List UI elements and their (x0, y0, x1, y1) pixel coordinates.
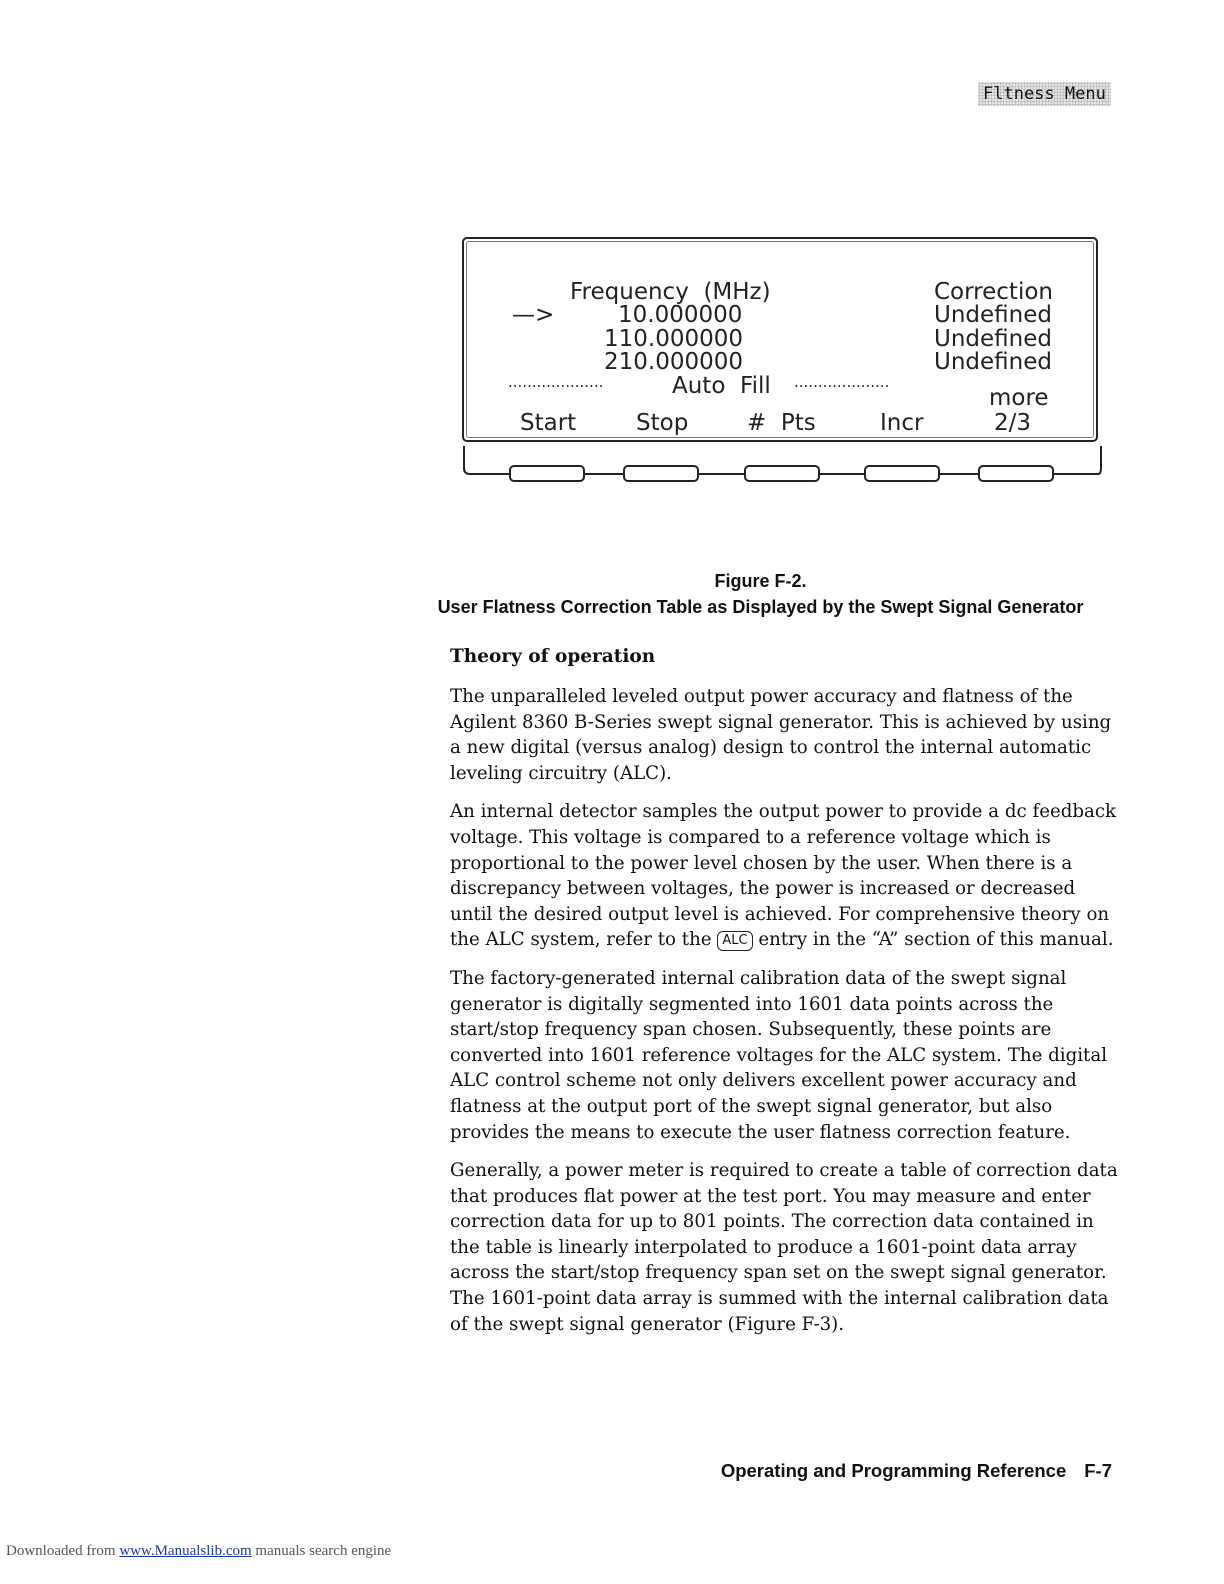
autofill-dots-right: .................... (794, 373, 890, 391)
row-2-correction: Undefined (934, 326, 1052, 352)
page-footer (721, 1460, 1112, 1482)
paragraph-2-text-b: entry in the “A” section of this manual. (752, 929, 1114, 951)
softkey-label-incr: Incr (880, 410, 924, 436)
softkey-label-stop: Stop (636, 410, 689, 436)
softkey-button-num-pts[interactable] (745, 466, 819, 481)
more-label: more (989, 385, 1049, 411)
download-note (6, 1543, 391, 1560)
softkey-button-start[interactable] (510, 466, 584, 481)
paragraph-1: The unparalleled leveled output power accuracy and flatness of the Agilent 8360 B-Series swept signal generator. This is achieved by using a new digital (versus analog) design to control the internal automatic leveling circuitry (ALC). (450, 686, 1112, 784)
autofill-dots-left: .................... (508, 373, 604, 391)
download-prefix: Downloaded from (6, 1543, 120, 1559)
row-1-correction: Undefined (934, 302, 1052, 328)
manualslib-link[interactable]: www.Manualslib.com (119, 1543, 252, 1559)
correction-column-header: Correction (934, 279, 1053, 305)
row-3-frequency: 210.000000 (604, 349, 744, 375)
row-2-frequency: 110.000000 (604, 326, 744, 352)
softkey-button-stop[interactable] (624, 466, 698, 481)
paragraph-4: Generally, a power meter is required to create a table of correction data that produces flat power at the test port. You may measure and enter correction data for up to 801 points. The correction data contained in the table is linearly interpolated to produce a 1601-point data array across the start/stop frequency span set on the swept signal generator. The 1601-point data array is summed with the internal calibration data of the swept signal generator (Figure F-3). (450, 1160, 1118, 1335)
row-3-correction: Undefined (934, 349, 1052, 375)
frequency-column-header: Frequency (MHz) (570, 279, 771, 305)
paragraph-3: The factory-generated internal calibration data of the swept signal generator is digitally segmented into 1601 data points across the start/stop frequency span chosen. Subsequently, these points are converted into 1601 reference voltages for the ALC system. The digital ALC control scheme not only delivers excellent power accuracy and flatness at the output port of the swept signal generator, but also provides the means to execute the user flatness correction feature. (450, 967, 1108, 1143)
softkey-label-num-pts: # Pts (747, 410, 816, 436)
softkey-label-more-page: 2/3 (994, 410, 1032, 436)
footer-page-number: F-7 (1084, 1460, 1112, 1481)
softkey-bezel (462, 446, 1102, 486)
softkey-button-more[interactable] (979, 466, 1053, 481)
paragraph-2 (450, 799, 1120, 953)
paragraph-2-text-a: An internal detector samples the output power to provide a dc feedback voltage. This voltage is compared to a reference voltage which is proportional to the power level chosen by the user. When there is a discrepancy between voltages, the power is increased or decreased until the desired output level is achieved. For comprehensive theory on the ALC system, refer to the (450, 801, 1117, 951)
row-1-frequency: 10.000000 (618, 302, 743, 328)
download-suffix: manuals search engine (251, 1543, 392, 1559)
autofill-label: Auto Fill (672, 373, 771, 399)
body-text (450, 684, 1120, 1350)
row-pointer-arrow: —> (512, 302, 555, 328)
alc-key: ALC (717, 931, 752, 951)
section-heading: Theory of operation (450, 646, 656, 667)
lcd-display (462, 237, 1098, 442)
softkey-button-incr[interactable] (865, 466, 939, 481)
figure-title: User Flatness Correction Table as Displayed by the Swept Signal Generator (437, 597, 1084, 617)
fltness-menu-key: Fltness Menu (978, 82, 1111, 106)
footer-section-title: Operating and Programming Reference (720, 1460, 1067, 1481)
figure-number: Figure F-2. (714, 571, 807, 591)
softkey-label-start: Start (520, 410, 577, 436)
